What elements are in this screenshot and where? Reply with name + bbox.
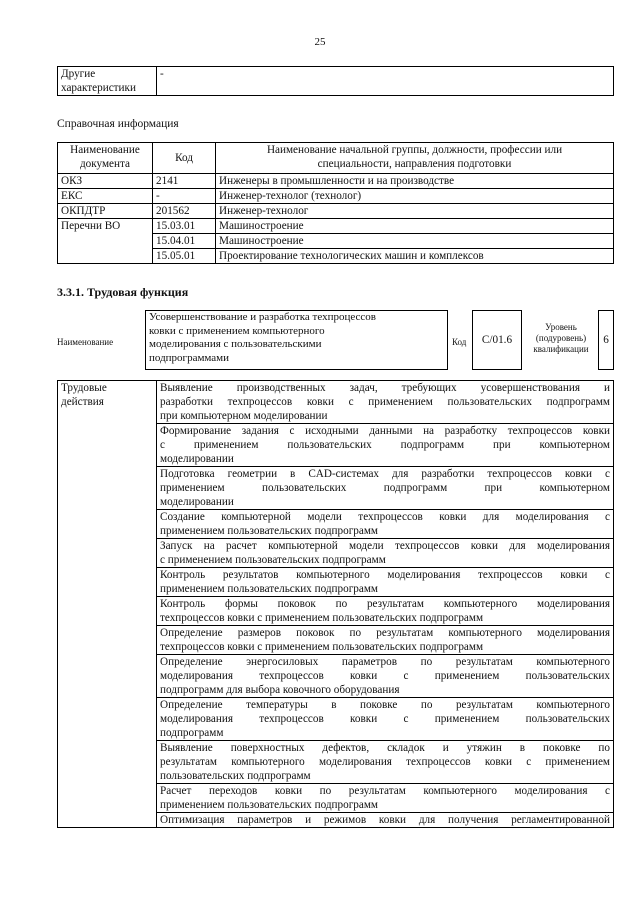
action-line: моделировании — [160, 453, 234, 465]
action-line: с применением пользовательских подпрограмм — [160, 554, 386, 566]
action-line: Определение энергосиловых параметров по результатам компьютерного — [160, 656, 610, 668]
action-item — [157, 655, 614, 698]
action-line: Подготовка геометрии в CAD-системах для разработки техпроцессов ковки с — [160, 468, 610, 480]
labor-actions-table — [57, 380, 614, 828]
level-label-line: Уровень — [545, 322, 577, 332]
action-line: Расчет переходов ковки по результатам компьютерного моделирования с — [160, 785, 610, 797]
name-label: Наименование — [57, 337, 114, 347]
header-description — [216, 143, 614, 174]
action-line: Формирование задания с исходными данными на разработку техпроцессов ковки — [160, 425, 610, 437]
ref-desc: Машиностроение — [216, 219, 614, 234]
action-line: Определение температуры в поковке по результатам компьютерного — [160, 699, 610, 711]
action-line: Контроль результатов компьютерного моделирования техпроцессов ковки с — [160, 569, 610, 581]
action-item — [157, 568, 614, 597]
action-line: техпроцессов ковки с применением пользовательских подпрограмм — [160, 612, 484, 624]
ref-doc: ЕКС — [58, 189, 153, 204]
action-line: Запуск на расчет компьютерной модели техпроцессов ковки для моделирования — [160, 540, 610, 552]
ref-desc: Проектирование технологических машин и комплексов — [216, 249, 614, 264]
action-line: техпроцессов ковки с применением пользовательских подпрограмм — [160, 641, 484, 653]
action-item — [157, 784, 614, 813]
other-label — [58, 67, 157, 96]
ref-doc: ОКПДТР — [58, 204, 153, 219]
action-item — [157, 597, 614, 626]
page-number: 25 — [314, 36, 326, 48]
header-code: Код — [153, 143, 216, 174]
ref-desc: Инженеры в промышленности и на производстве — [216, 174, 614, 189]
ref-desc: Инженер-технолог — [216, 204, 614, 219]
ref-code: 2141 — [153, 174, 216, 189]
action-line: подпрограмм — [160, 727, 224, 739]
header-text: Наименование начальной группы, должности, профессии или — [266, 144, 563, 156]
action-line: подпрограмм для выбора ковочного оборудования — [160, 684, 400, 696]
level-value: 6 — [599, 311, 614, 370]
action-line: с применением пользовательских подпрограмм при компьютерном — [160, 439, 610, 451]
action-item — [157, 539, 614, 568]
action-item — [157, 381, 614, 424]
header-text: документа — [79, 158, 131, 170]
code-box — [472, 310, 522, 370]
section-title: 3.3.1. Трудовая функция — [57, 285, 189, 299]
action-line: результатам компьютерного моделирования техпроцессов ковки с применением — [160, 756, 610, 768]
ref-code: - — [153, 189, 216, 204]
header-text: Наименование — [70, 144, 140, 156]
reference-title: Справочная информация — [57, 118, 179, 130]
action-item — [157, 424, 614, 467]
function-name-line: ковки с применением компьютерного — [149, 324, 325, 337]
ref-code: 15.05.01 — [153, 249, 216, 264]
function-name-line: моделирования с пользовательскими — [149, 338, 322, 350]
action-line: моделирования техпроцессов ковки с применением пользовательских — [160, 670, 610, 682]
header-doc-name — [58, 143, 153, 174]
ref-desc: Машиностроение — [216, 234, 614, 249]
ref-doc: ОКЗ — [58, 174, 153, 189]
action-line: Оптимизация параметров и режимов ковки для получения регламентированной — [160, 814, 610, 826]
action-item — [157, 813, 614, 828]
other-label-line: характеристики — [61, 82, 136, 94]
action-line: Определение размеров поковок по результатам компьютерного моделирования — [160, 627, 610, 639]
actions-label-line: Трудовые — [61, 382, 107, 394]
ref-doc: Перечни ВО — [58, 219, 153, 264]
level-label-line: (подуровень) — [535, 333, 587, 343]
ref-desc: Инженер-технолог (технолог) — [216, 189, 614, 204]
action-line: применением пользовательских подпрограмм — [160, 799, 379, 811]
function-name-line: Усовершенствование и разработка техпроцессов — [149, 311, 376, 323]
header-text: специальности, направления подготовки — [317, 158, 512, 170]
action-line: разработки техпроцессов ковки с применением пользовательских подпрограмм — [160, 396, 610, 408]
other-label-line: Другие — [61, 68, 96, 80]
action-item — [157, 626, 614, 655]
ref-code: 201562 — [153, 204, 216, 219]
function-name-cell — [146, 311, 448, 370]
function-name-line: подпрограммами — [149, 351, 230, 364]
ref-code: 15.03.01 — [153, 219, 216, 234]
code-label: Код — [452, 337, 467, 347]
action-line: пользовательских подпрограмм — [160, 770, 311, 782]
action-line: Контроль формы поковок по результатам компьютерного моделирования — [160, 598, 610, 610]
level-box — [598, 310, 614, 370]
action-item — [157, 510, 614, 539]
action-line: моделировании — [160, 496, 234, 508]
ref-code: 15.04.01 — [153, 234, 216, 249]
code-value: C/01.6 — [473, 311, 522, 370]
action-line: Выявление производственных задач, требующих усовершенствования и — [160, 382, 610, 394]
action-line: применением пользовательских подпрограмм при компьютерном — [160, 482, 610, 494]
action-line: Создание компьютерной модели техпроцессов ковки для моделирования с — [160, 511, 610, 523]
action-item — [157, 698, 614, 741]
other-characteristics-table — [57, 66, 614, 96]
action-line: применением пользовательских подпрограмм — [160, 525, 379, 537]
other-value: - — [157, 67, 614, 96]
action-item — [157, 467, 614, 510]
action-line: Выявление поверхностных дефектов, складок и утяжин в поковке по — [160, 742, 610, 754]
function-name-box — [145, 310, 448, 370]
action-item — [157, 741, 614, 784]
level-label — [526, 322, 596, 355]
actions-label — [58, 381, 157, 828]
actions-label-line: действия — [61, 396, 104, 408]
action-line: моделирования техпроцессов ковки с применением пользовательских — [160, 713, 610, 725]
reference-table — [57, 142, 614, 264]
action-line: применением пользовательских подпрограмм — [160, 583, 379, 595]
level-label-line: квалификации — [533, 344, 589, 354]
action-line: при компьютерном моделировании — [160, 410, 328, 422]
